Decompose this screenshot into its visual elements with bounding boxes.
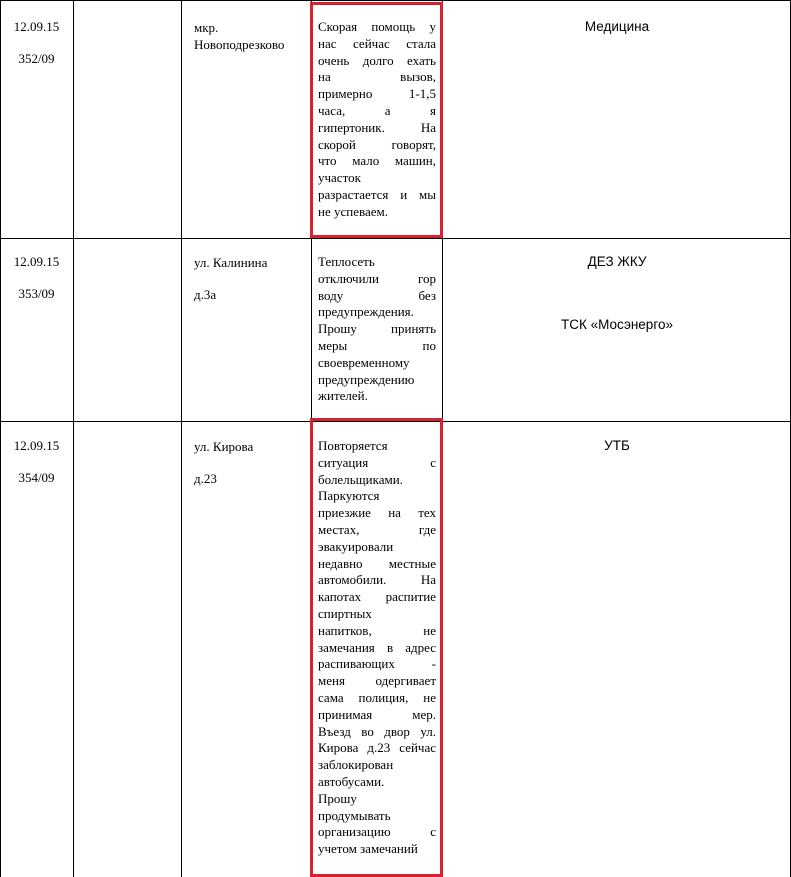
description-line: скорой говорят, — [318, 136, 436, 152]
description-line: напитков, не — [318, 622, 436, 638]
description-line: гипертоник. На — [318, 119, 436, 135]
description-line: автобусами. — [318, 773, 385, 789]
description-line: жителей. — [318, 388, 368, 404]
description-line: автомобили. На — [318, 572, 436, 588]
row-address: мкр. Новоподрезково — [194, 20, 285, 52]
row-number: 353/09 — [18, 286, 55, 301]
description-line: организацию с — [318, 824, 436, 840]
description-line: спиртных — [318, 605, 372, 621]
description-line: примерно 1-1,5 — [318, 86, 436, 102]
description-line: предупреждения. — [318, 304, 414, 320]
row-organization: ДЕЗ ЖКУ — [587, 254, 647, 269]
row-date: 12.09.15 — [13, 438, 60, 453]
table-column-divider — [73, 0, 74, 877]
table-row-divider — [0, 238, 791, 239]
description-line: болельщиками. — [318, 471, 403, 487]
description-line: участок — [318, 170, 361, 186]
description-line: Скорая помощь у — [318, 19, 436, 34]
row-date: 12.09.15 — [13, 254, 60, 269]
description-line: распивающих - — [318, 656, 436, 672]
description-line: меня одергивает — [318, 673, 436, 689]
row-organization: Медицина — [584, 19, 650, 34]
description-line: Прошу принять — [318, 321, 436, 337]
description-line: нас сейчас стала — [318, 35, 436, 51]
table-border-top — [0, 0, 791, 1]
description-line: местах, где — [318, 521, 436, 537]
description-line: отключили гор — [318, 270, 436, 286]
description-line: Паркуются — [318, 488, 380, 504]
description-line: принимая мер. — [318, 706, 436, 722]
description-line: капотах распитие — [318, 589, 436, 605]
description-line: продумывать — [318, 807, 391, 823]
description-line: замечания в адрес — [318, 639, 436, 655]
row-organization: УТБ — [604, 438, 630, 453]
description-line: недавно местные — [318, 555, 436, 571]
description-line: очень долго ехать — [318, 52, 436, 68]
description-line: Прошу — [318, 790, 357, 806]
description-line: Въезд во двор ул. — [318, 723, 436, 739]
description-line: заблокирован — [318, 757, 394, 773]
table-column-divider — [181, 0, 182, 877]
description-line: не успеваем. — [318, 203, 388, 219]
row-address-house: д.23 — [194, 471, 217, 486]
description-line: сама полиция, не — [318, 689, 436, 705]
description-line: Теплосеть — [318, 254, 375, 269]
description-line: на вызов, — [318, 69, 436, 85]
description-line: Повторяется — [318, 438, 388, 453]
description-line: часа, а я — [318, 102, 436, 118]
description-line: ситуация с — [318, 454, 436, 470]
description-line: меры по — [318, 337, 436, 353]
row-number: 354/09 — [18, 470, 55, 485]
description-line: воду без — [318, 287, 436, 303]
description-line: эвакуировали — [318, 538, 394, 554]
description-line: предупреждению — [318, 371, 415, 387]
description-line: что мало машин, — [318, 153, 436, 169]
row-address-house: д.3а — [194, 287, 217, 302]
row-address: ул. Кирова — [194, 439, 254, 454]
row-organization-secondary: ТСК «Мосэнерго» — [561, 317, 673, 332]
highlight-box — [310, 2, 443, 238]
highlight-box — [310, 418, 443, 877]
description-line: Кирова д.23 сейчас — [318, 740, 436, 756]
description-line: учетом замечаний — [318, 841, 418, 857]
row-number: 352/09 — [18, 51, 55, 66]
row-address: ул. Калинина — [194, 255, 268, 270]
description-line: приезжие на тех — [318, 505, 436, 521]
row-description — [318, 254, 436, 405]
description-line: своевременному — [318, 354, 410, 370]
row-date: 12.09.15 — [13, 19, 60, 34]
description-line: разрастается и мы — [318, 186, 436, 202]
